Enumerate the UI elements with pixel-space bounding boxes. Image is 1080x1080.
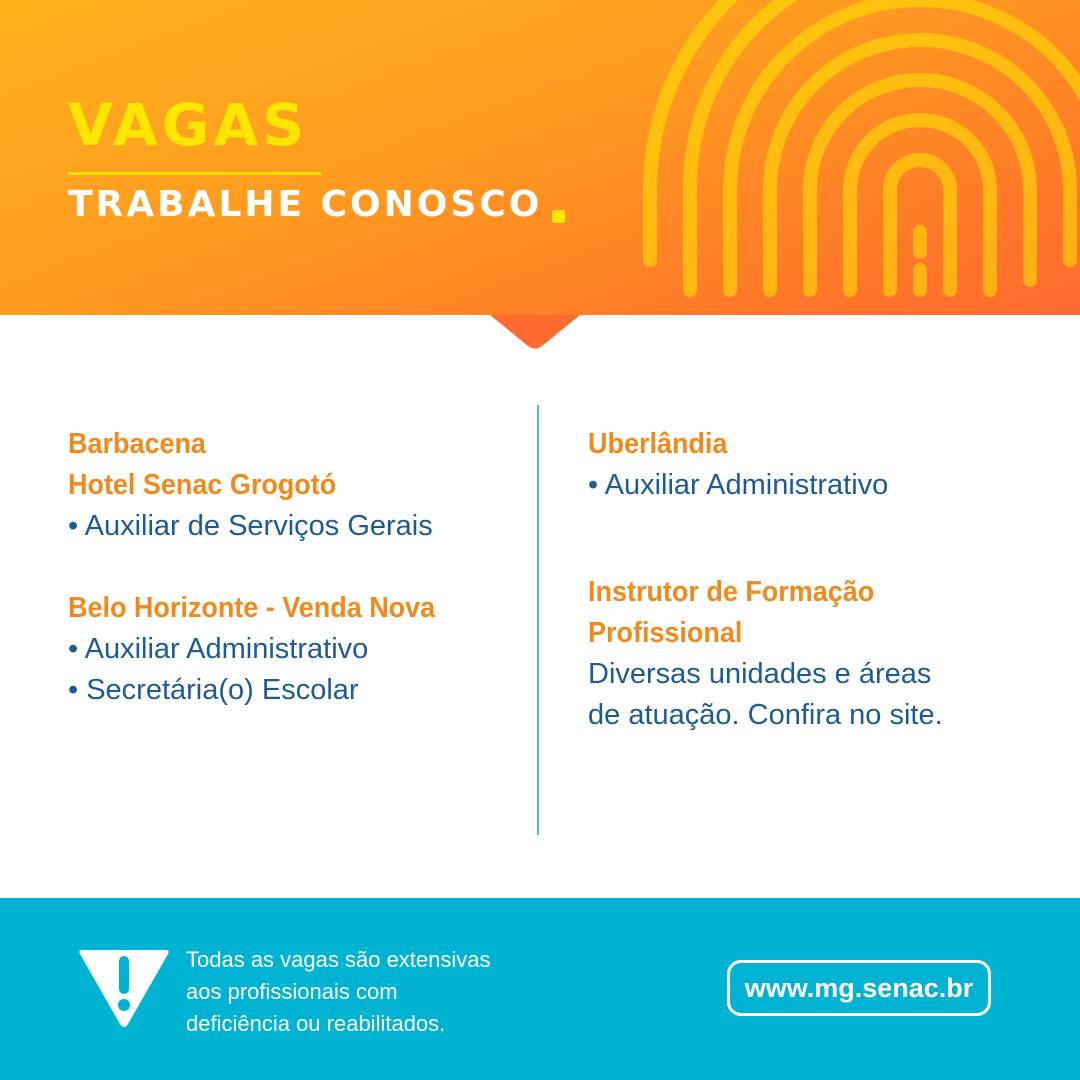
- header-banner: [0, 0, 1080, 315]
- right-column: [588, 424, 1028, 736]
- city-heading-belo-horizonte: Belo Horizonte - Venda Nova: [68, 592, 436, 624]
- city-heading-uberlandia: Uberlândia: [588, 428, 728, 460]
- header-pointer: [490, 312, 580, 352]
- job-item: • Auxiliar Administrativo: [588, 469, 889, 501]
- column-divider: [537, 405, 539, 835]
- fingerprint-icon: [620, 0, 1080, 315]
- page-subtitle: TRABALHE CONOSCO: [68, 184, 543, 225]
- city-heading-barbacena: Barbacena: [68, 428, 206, 460]
- website-link[interactable]: www.mg.senac.br: [727, 960, 991, 1016]
- instructor-heading-cont: Profissional: [588, 617, 743, 649]
- footer-bar: [0, 898, 1080, 1080]
- title-underline: [68, 172, 321, 175]
- instructor-text: Diversas unidades e áreas: [588, 658, 932, 690]
- notice-line: Todas as vagas são extensivas: [186, 947, 491, 972]
- instructor-text-cont: de atuação. Confira no site.: [588, 699, 943, 731]
- subtitle-dot: [552, 210, 565, 223]
- notice-line: deficiência ou reabilitados.: [186, 1011, 446, 1036]
- notice-line: aos profissionais com: [186, 979, 398, 1004]
- accessibility-notice: [186, 944, 506, 1040]
- instructor-heading: Instrutor de Formação: [588, 576, 875, 608]
- warning-triangle-icon: [78, 946, 170, 1030]
- unit-heading-grogoto: Hotel Senac Grogotó: [68, 469, 337, 501]
- job-item: • Secretária(o) Escolar: [68, 674, 359, 706]
- left-column: [68, 424, 528, 711]
- job-item: • Auxiliar Administrativo: [68, 633, 369, 665]
- job-item: • Auxiliar de Serviços Gerais: [68, 510, 433, 542]
- page-title: VAGAS: [68, 91, 309, 159]
